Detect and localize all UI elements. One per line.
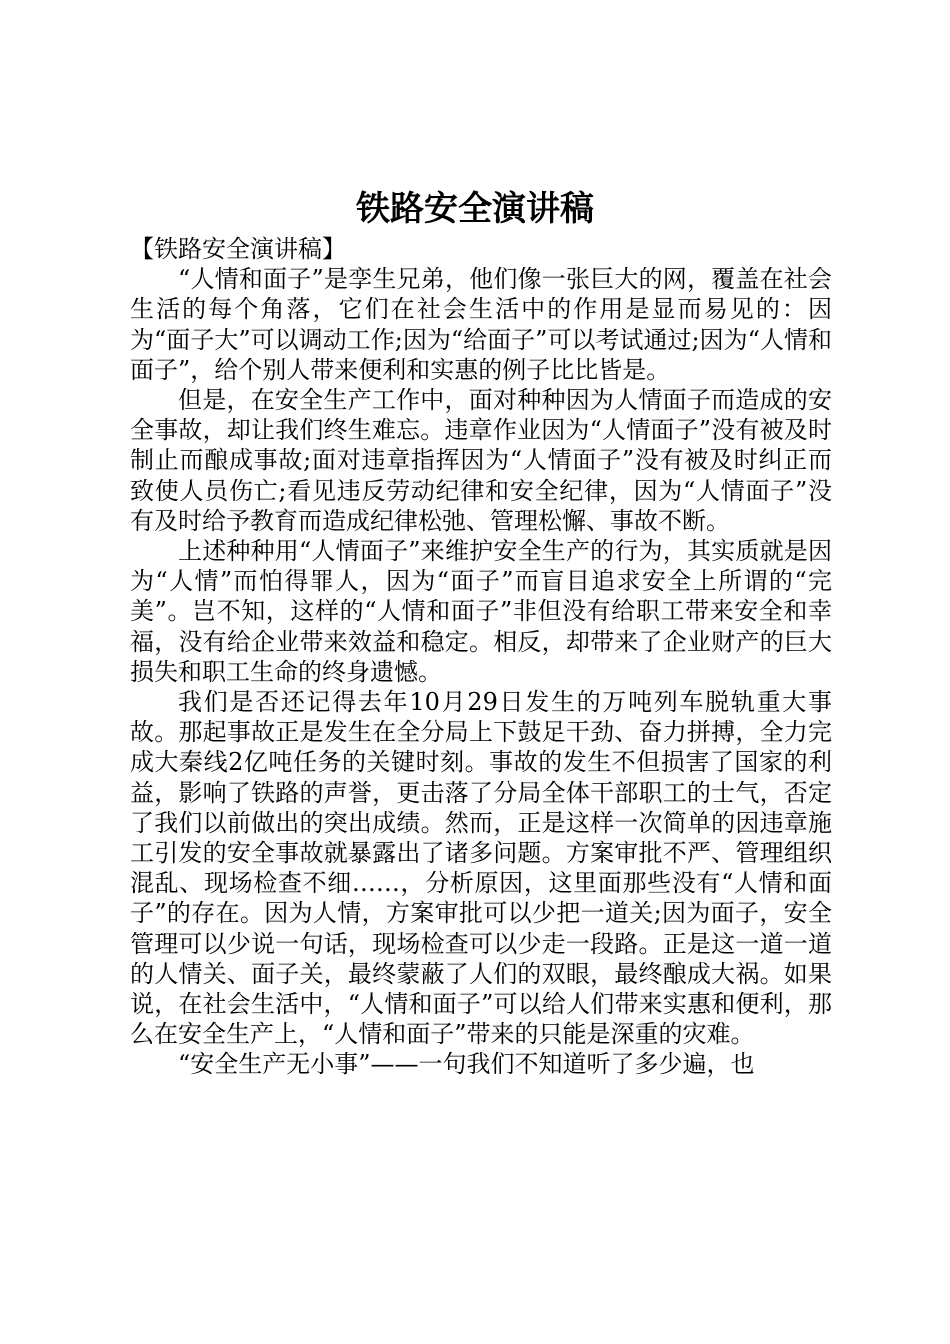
paragraph-5: “安全生产无小事”——一句我们不知道听了多少遍，也 — [178, 1050, 755, 1079]
paragraph-3: 上述种种用“人情面子”来维护安全生产的行为，其实质就是因为“人情”而怕得罪人，因为“面子”而盲目追求安全上所谓的“完美”。岂不知，这样的“人情和面子”非但没有给职工带来安全和幸福，没有给企业带来效益和稳定。相反，却带来了企业财产的巨大损失和职工生命的终身遗憾。 — [130, 537, 832, 686]
paragraph-2: 但是，在安全生产工作中，面对种种因为人情面子而造成的安全事故，却让我们终生难忘。违章作业因为“人情面子”没有被及时制止而酿成事故;面对违章指挥因为“人情面子”没有被及时纠正而致使人员伤亡;看见违反劳动纪律和安全纪律，因为“人情面子”没有及时给予教育而造成纪律松弛、管理松懈、事故不断。 — [130, 386, 832, 535]
document-subtitle: 【铁路安全演讲稿】 — [130, 235, 346, 263]
paragraph-1: “人情和面子”是孪生兄弟，他们像一张巨大的网，覆盖在社会生活的每个角落，它们在社会生活中的作用是显而易见的：因为“面子大”可以调动工作;因为“给面子”可以考试通过;因为“人情和面子”，给个别人带来便利和实惠的例子比比皆是。 — [130, 265, 832, 384]
paragraph-4: 我们是否还记得去年10月29日发生的万吨列车脱轨重大事故。那起事故正是发生在全分局上下鼓足干劲、奋力拼搏，全力完成大秦线2亿吨任务的关键时刻。事故的发生不但损害了国家的利益，影响了铁路的声誉，更击落了分局全体干部职工的士气，否定了我们以前做出的突出成绩。然而，正是这样一次简单的因违章施工引发的安全事故就暴露出了诸多问题。方案审批不严、管理组织混乱、现场检查不细……，分析原因，这里面那些没有“人情和面子”的存在。因为人情，方案审批可以少把一道关;因为面子，安全管理可以少说一句话，现场检查可以少走一段路。正是这一道一道的人情关、面子关，最终蒙蔽了人们的双眼，最终酿成大祸。如果说，在社会生活中，“人情和面子”可以给人们带来实惠和便利，那么在安全生产上，“人情和面子”带来的只能是深重的灾难。 — [130, 688, 832, 1049]
document-body — [130, 234, 832, 1080]
document-title: 铁路安全演讲稿 — [356, 189, 594, 229]
